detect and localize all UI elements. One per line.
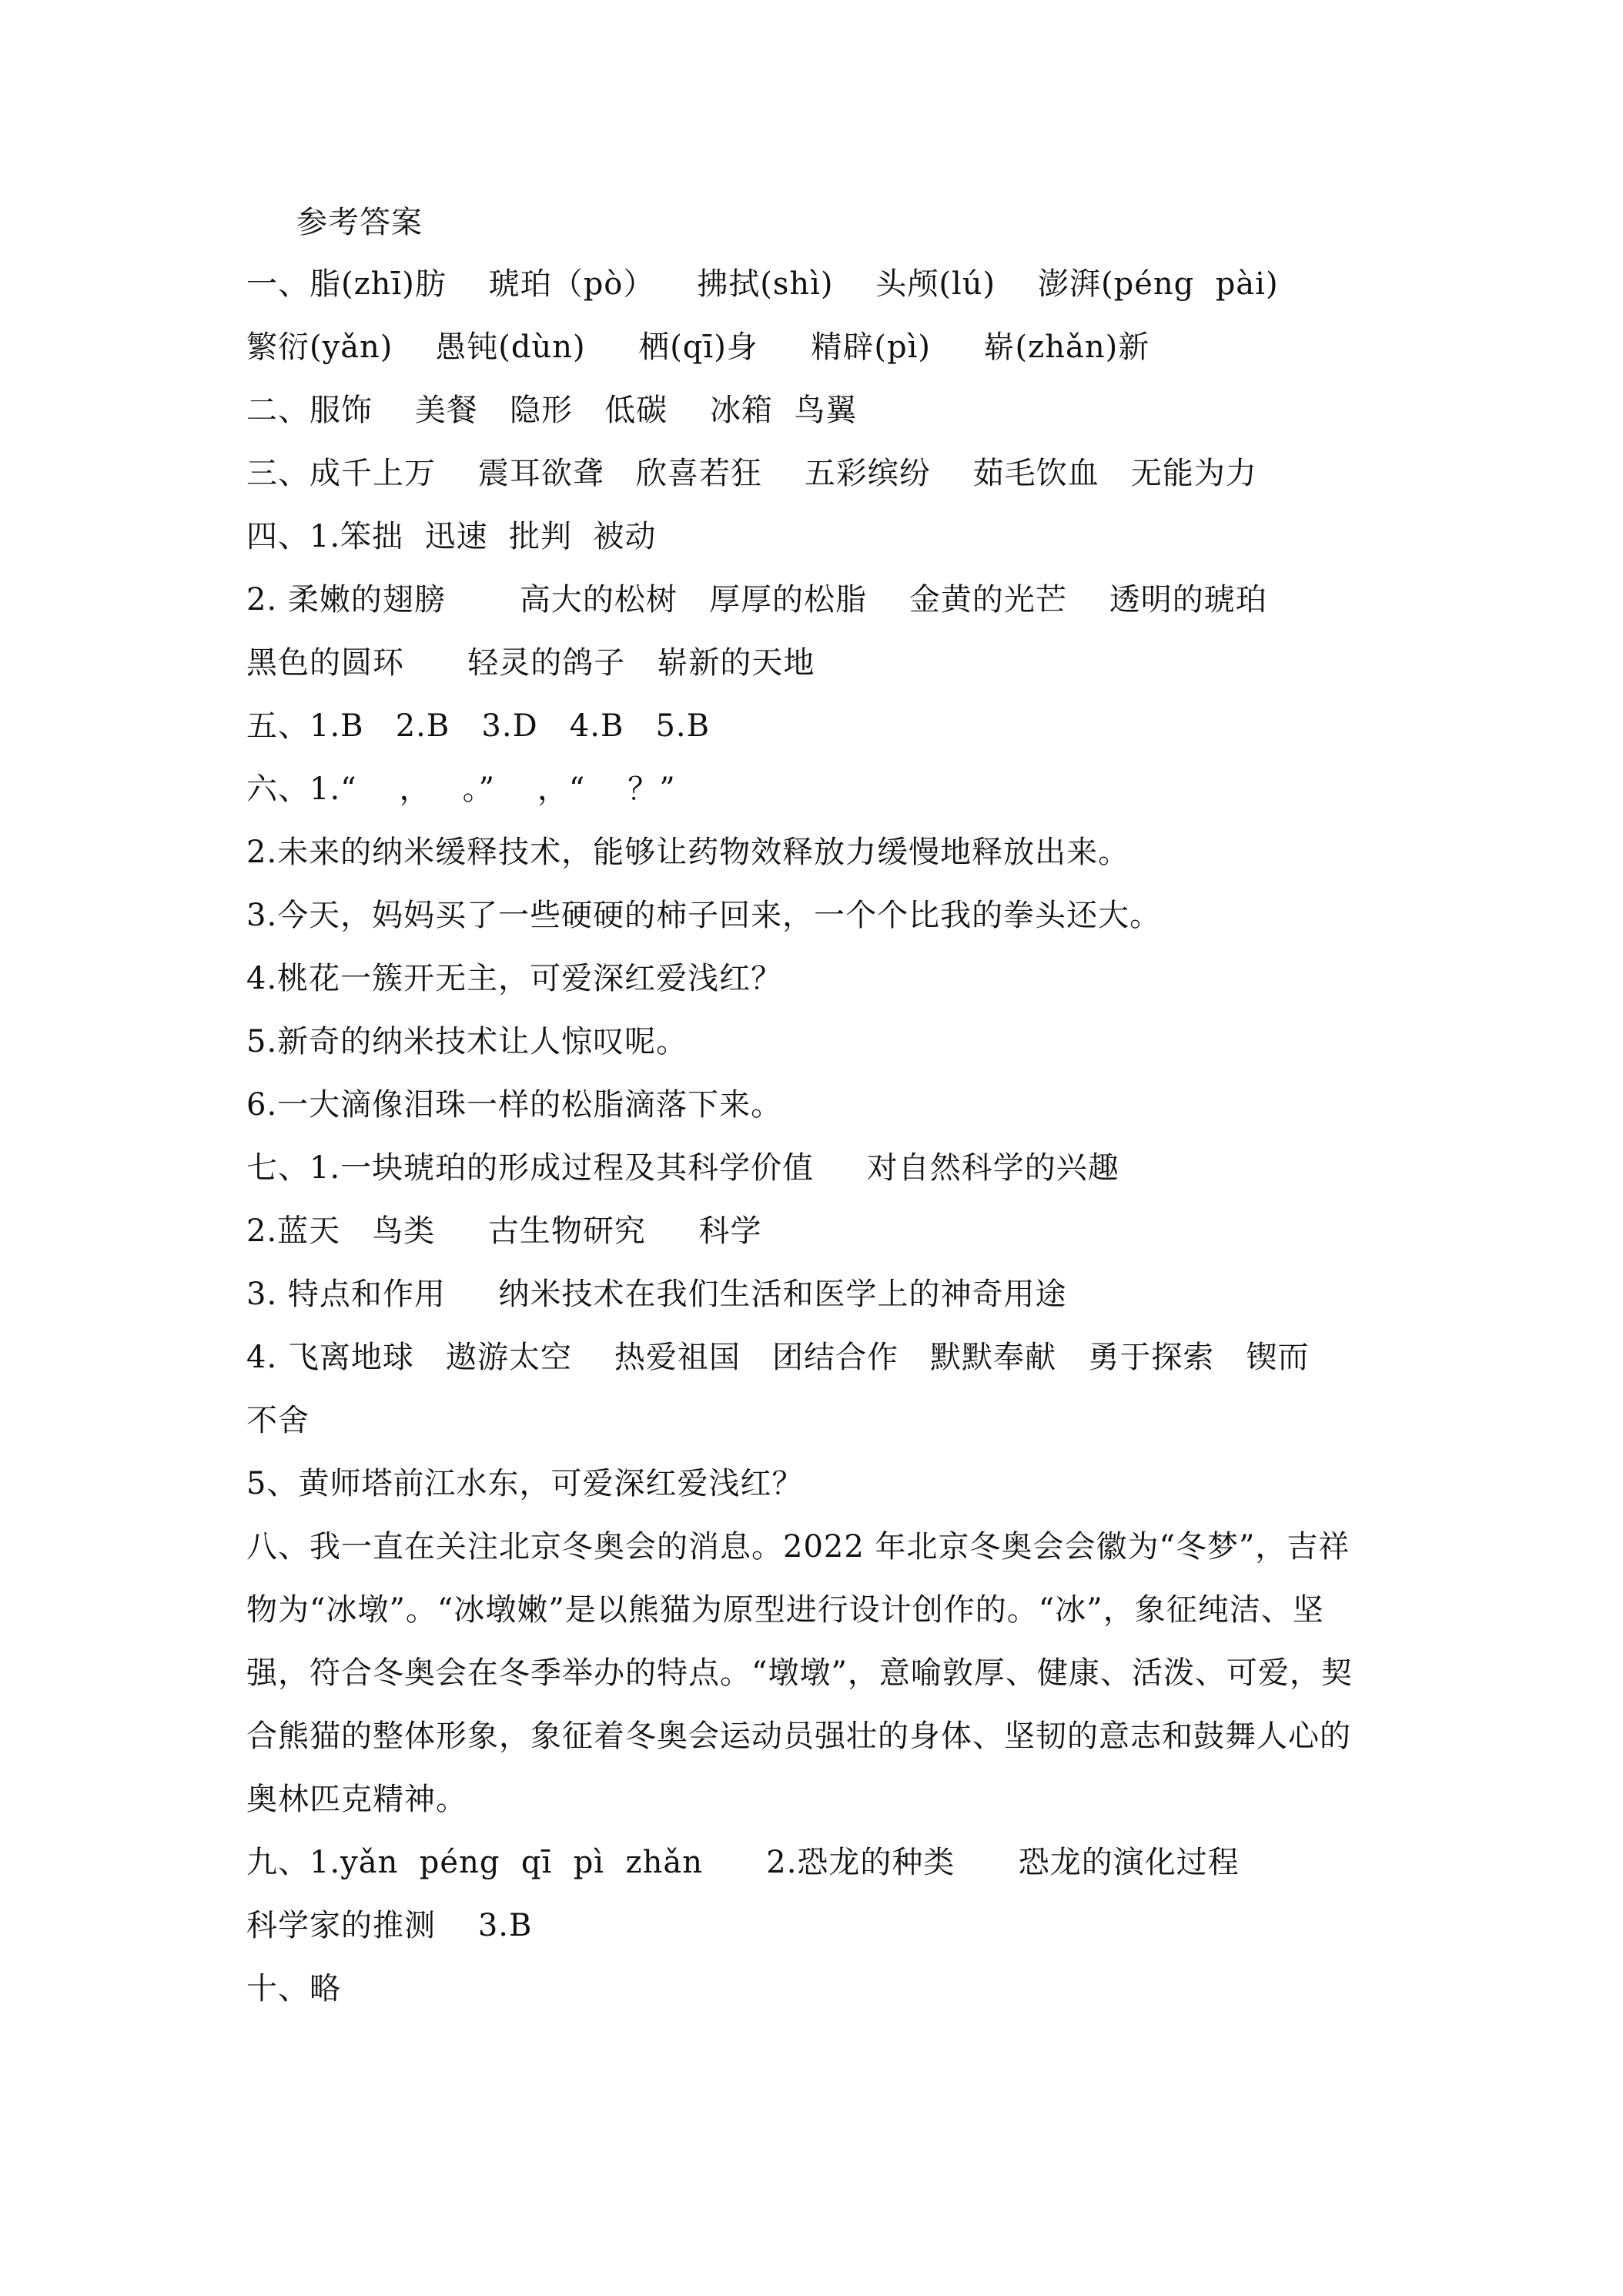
answer-line-24: 合熊猫的整体形象，象征着冬奥会运动员强壮的身体、坚韧的意志和鼓舞人心的 (246, 1719, 1351, 1754)
answer-line-19: 不舍 (246, 1403, 310, 1438)
answer-line-3: 二、服饰 美餐 隐形 低碳 冰箱 鸟翼 (246, 393, 858, 428)
answer-line-8: 五、1.B 2.B 3.D 4.B 5.B (246, 708, 711, 744)
answer-line-6: 2. 柔嫩的翅膀 高大的松树 厚厚的松脂 金黄的光芒 透明的琥珀 (246, 582, 1267, 618)
answer-line-2: 繁衍(yǎn) 愚钝(dùn) 栖(qī)身 精辟(pì) 崭(zhǎn)新 (246, 330, 1150, 365)
answer-line-4: 三、成千上万 震耳欲聋 欣喜若狂 五彩缤纷 茹毛饮血 无能为力 (246, 456, 1257, 491)
answer-line-16: 2.蓝天 鸟类 古生物研究 科学 (246, 1213, 762, 1249)
answer-line-20: 5、黄师塔前江水东，可爱深红爱浅红？ (246, 1466, 804, 1501)
answer-line-9: 六、1.“ ， 。” ，“ ？” (246, 771, 676, 807)
answer-line-21: 八、我一直在关注北京冬奥会的消息。2022 年北京冬奥会会徽为“冬梦”，吉祥 (246, 1529, 1350, 1565)
answer-line-10: 2.未来的纳米缓释技术，能够让药物效释放力缓慢地释放出来。 (246, 835, 1130, 870)
answer-line-18: 4. 飞离地球 遨游太空 热爱祖国 团结合作 默默奉献 勇于探索 锲而 (246, 1340, 1310, 1375)
answer-line-14: 6.一大滴像泪珠一样的松脂滴落下来。 (246, 1087, 783, 1123)
answer-line-22: 物为“冰墩”。“冰墩嫩”是以熊猫为原型进行设计创作的。“冰”，象征纯洁、坚 (246, 1592, 1324, 1628)
answer-line-15: 七、1.一块琥珀的形成过程及其科学价值 对自然科学的兴趣 (246, 1150, 1119, 1186)
answer-line-7: 黑色的圆环 轻灵的鸽子 崭新的天地 (246, 645, 815, 681)
answer-line-17: 3. 特点和作用 纳米技术在我们生活和医学上的神奇用途 (246, 1277, 1067, 1312)
answer-line-28: 十、略 (246, 1971, 341, 2006)
answer-line-23: 强，符合冬奥会在冬季举办的特点。“墩墩”，意喻敦厚、健康、活泼、可爱，契 (246, 1655, 1353, 1691)
answer-line-27: 科学家的推测 3.B (246, 1908, 533, 1943)
answer-line-1: 一、脂(zhī)肪 琥珀（pò） 拂拭(shì) 头颅(lú) 澎湃(péng pài) (246, 266, 1279, 302)
answer-line-25: 奥林匹克精神。 (246, 1782, 467, 1817)
answer-line-5: 四、1.笨拙 迅速 批判 被动 (246, 519, 657, 554)
answer-line-12: 4.桃花一簇开无主，可爱深红爱浅红？ (246, 961, 783, 996)
answer-line-13: 5.新奇的纳米技术让人惊叹呢。 (246, 1024, 688, 1059)
answer-line-26: 九、1.yǎn péng qī pì zhǎn 2.恐龙的种类 恐龙的演化过程 (246, 1845, 1240, 1880)
page-title: 参考答案 (296, 205, 423, 240)
answer-line-11: 3.今天，妈妈买了一些硬硬的柿子回来，一个个比我的拳头还大。 (246, 898, 1162, 933)
